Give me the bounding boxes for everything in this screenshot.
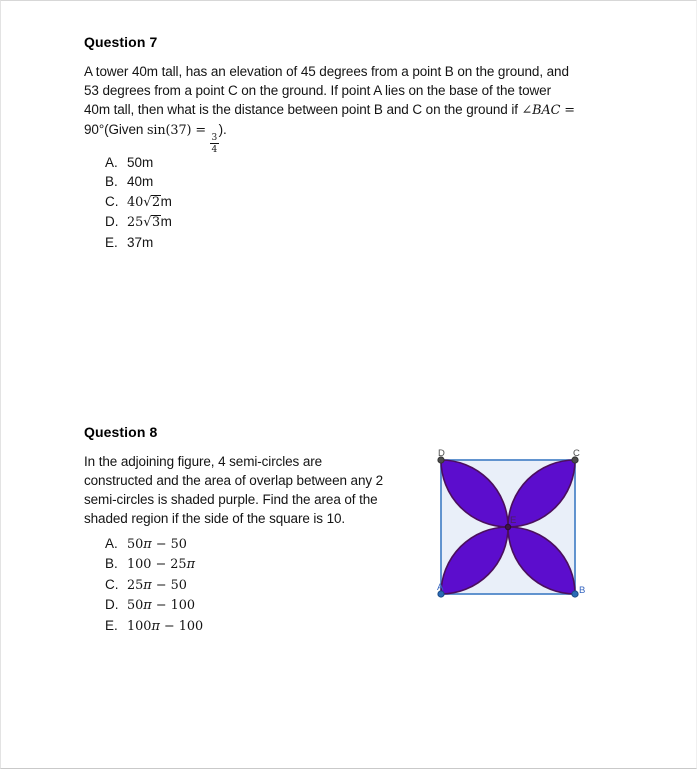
- answer-option: [105, 595, 203, 615]
- question8-figure: [433, 443, 591, 607]
- text-line: constructed and the area of overlap between any 2: [84, 473, 384, 488]
- vertex-label-b: B: [579, 585, 586, 596]
- vertex-label-c: C: [573, 448, 580, 459]
- option-letter: A.: [105, 536, 118, 551]
- answer-option: [105, 192, 172, 212]
- text-line: In the adjoining figure, 4 semi-circles are: [84, 454, 323, 469]
- radical: √3: [143, 215, 161, 231]
- question8-heading: Question 8: [84, 424, 158, 440]
- option-letter: E.: [105, 234, 118, 250]
- text-line: semi-circles is shaded purple. Find the area of the: [84, 492, 378, 507]
- answer-option: [105, 534, 203, 554]
- option-value: 25π − 50: [127, 577, 187, 593]
- answer-option: [105, 233, 172, 252]
- center-label-e: E: [510, 515, 517, 526]
- option-letter: A.: [105, 155, 118, 170]
- option-value: 50π − 100: [127, 598, 196, 614]
- text-line: A tower 40m tall, has an elevation of 45 degrees from a point B on the ground, and: [84, 64, 569, 79]
- text-line: 53 degrees from a point C on the ground. If point A lies on the base of the tower: [84, 83, 551, 98]
- option-letter: C.: [105, 193, 119, 209]
- option-value: 40m: [127, 174, 154, 190]
- answer-option: [105, 172, 172, 191]
- vertex-label-a: A: [437, 582, 444, 593]
- answer-option: [105, 554, 203, 574]
- option-value: 50m: [127, 155, 154, 170]
- answer-option: [105, 153, 172, 172]
- option-value: 100 − 25π: [127, 557, 195, 573]
- option-value: 40√2m: [127, 193, 172, 210]
- option-letter: D.: [105, 597, 119, 613]
- answer-option: [105, 212, 172, 232]
- option-letter: C.: [105, 576, 119, 592]
- question8-options: [105, 534, 203, 636]
- vertex-dot-b: [572, 591, 578, 597]
- question7-heading: Question 7: [84, 34, 158, 50]
- option-letter: B.: [105, 174, 118, 190]
- option-letter: B.: [105, 556, 118, 572]
- question8-body: [84, 452, 439, 528]
- option-value: 37m: [127, 234, 154, 250]
- vertex-label-d: D: [438, 448, 445, 459]
- option-value: 50π − 50: [127, 537, 187, 552]
- option-value: 25√3m: [127, 214, 172, 231]
- radical: √2: [143, 194, 161, 210]
- option-letter: D.: [105, 214, 119, 230]
- fraction: $\frac{3}{4}$: [211, 133, 218, 155]
- text-line: 90°(Given sin(37) = $\frac{3}{4}$ ).: [84, 122, 227, 155]
- text-line: shaded region if the side of the square is 10.: [84, 511, 346, 526]
- question7-options: [105, 153, 172, 252]
- text-line: 40m tall, then what is the distance between point B and C on the ground if ∠BAC =: [84, 102, 575, 118]
- option-letter: E.: [105, 617, 118, 633]
- answer-option: [105, 616, 203, 636]
- option-value: 100π − 100: [127, 618, 204, 634]
- answer-option: [105, 575, 203, 595]
- question7-body: [84, 62, 634, 155]
